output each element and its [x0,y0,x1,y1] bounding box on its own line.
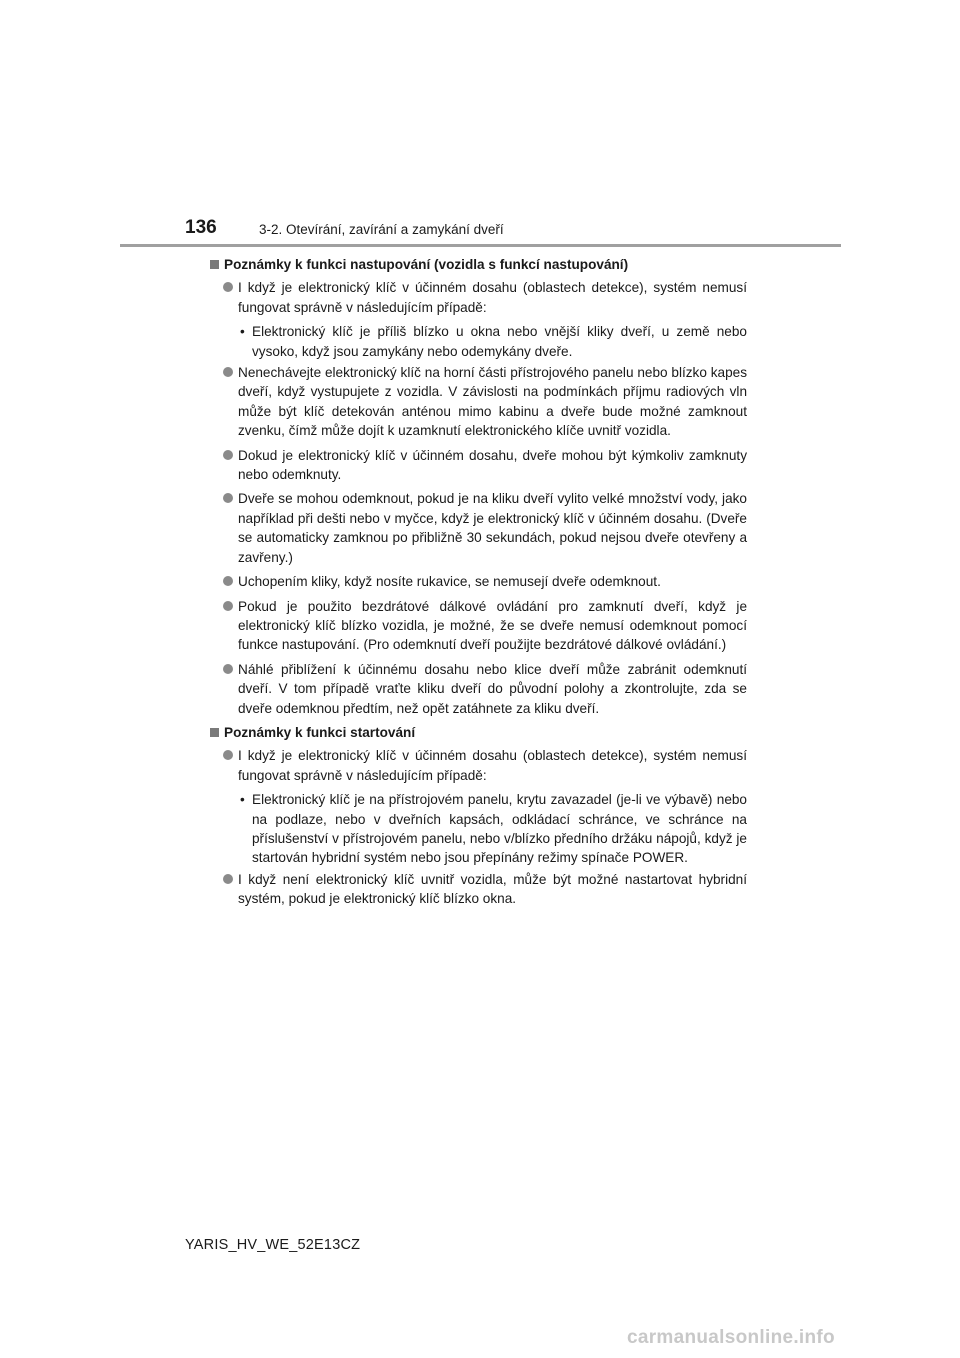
sub-list-item: • Elektronický klíč je na přístrojovém panelu, krytu zavazadel (je-li ve výbavě) nebo na podlaze, nebo v dveřních kapsách, odkládací schránce, ve schránce na příslušenství v přístrojovém panelu, nebo v/blízko předního držáku nápojů, když je startován hybridní systém nebo jsou přepínány režimy spínače POWER. [240,792,747,866]
list-item: Náhlé přiblížení k účinnému dosahu nebo klice dveří může zabránit odemknutí dveří. V tom případě vraťte kliku dveří do původní polohy a zkontrolujte, zda se dveře odemknou předtím, než opět zatáhnete za kliku dveří. [210,660,747,718]
sub-list-item: • Elektronický klíč je příliš blízko u okna nebo vnější kliky dveří, u země nebo vysoko, když jsou zamykány nebo odemykány dveře. [240,324,747,359]
list-item: I když je elektronický klíč v účinném dosahu (oblastech detekce), systém nemusí fungovat správně v následujícím případě: [210,278,747,317]
heading-square-icon [210,728,219,737]
bullet-dot-icon [223,450,233,460]
bullet-dot-icon [223,874,233,884]
list-item: Dokud je elektronický klíč v účinném dosahu, dveře mohou být kýmkoliv zamknuty nebo odemknuty. [210,446,747,485]
heading-square-icon [210,260,219,269]
page-number: 136 [185,217,217,238]
bullet-dot-icon [223,664,233,674]
notes-section-start [210,723,747,909]
bullet-dot-icon [223,493,233,503]
notes-section-entry [210,255,747,718]
list-item: Dveře se mohou odemknout, pokud je na kliku dveří vylito velké množství vody, jako například při dešti nebo v myčce, když je elektronický klíč v účinném dosahu. (Dveře se automaticky zamknou po přibližně 30 sekundách, pokud nejsou dveře otevřeny a zavřeny.) [210,489,747,567]
sub-bullet-icon: • [240,792,245,808]
section-heading: Poznámky k funkci startování [210,723,747,742]
page-content [210,255,747,914]
bullet-dot-icon [223,601,233,611]
list-item: Pokud je použito bezdrátové dálkové ovládání pro zamknutí dveří, když je elektronický klíč blízko vozidla, je možné, že se dveře nemusí odemknout pomocí funkce nastupování. (Pro odemknutí dveří použijte bezdrátové dálkové ovládání.) [210,597,747,655]
page-header [185,217,845,247]
bullet-dot-icon [223,576,233,586]
sub-bullet-icon: • [240,324,245,340]
watermark: carmanualsonline.info [627,1327,835,1348]
bullet-dot-icon [223,750,233,760]
section-heading: Poznámky k funkci nastupování (vozidla s funkcí nastupování) [210,255,747,274]
list-item: Nenechávejte elektronický klíč na horní části přístrojového panelu nebo blízko kapes dveří, když vystupujete z vozidla. V závislosti na podmínkách příjmu radiových vln může být klíč detekován anténou mimo kabinu a dveře bude možné zamknout zvenku, čímž může dojít k uzamknutí elektronického klíče uvnitř vozidla. [210,363,747,441]
list-item: Uchopením kliky, když nosíte rukavice, se nemusejí dveře odemknout. [210,572,747,591]
bullet-dot-icon [223,367,233,377]
list-item: I když je elektronický klíč v účinném dosahu (oblastech detekce), systém nemusí fungovat správně v následujícím případě: [210,746,747,785]
list-item: I když není elektronický klíč uvnitř vozidla, může být možné nastartovat hybridní systém, pokud je elektronický klíč blízko okna. [210,870,747,909]
document-code: YARIS_HV_WE_52E13CZ [185,1237,361,1253]
section-title: 3-2. Otevírání, zavírání a zamykání dveří [259,222,504,237]
header-rule [120,244,841,247]
bullet-dot-icon [223,282,233,292]
